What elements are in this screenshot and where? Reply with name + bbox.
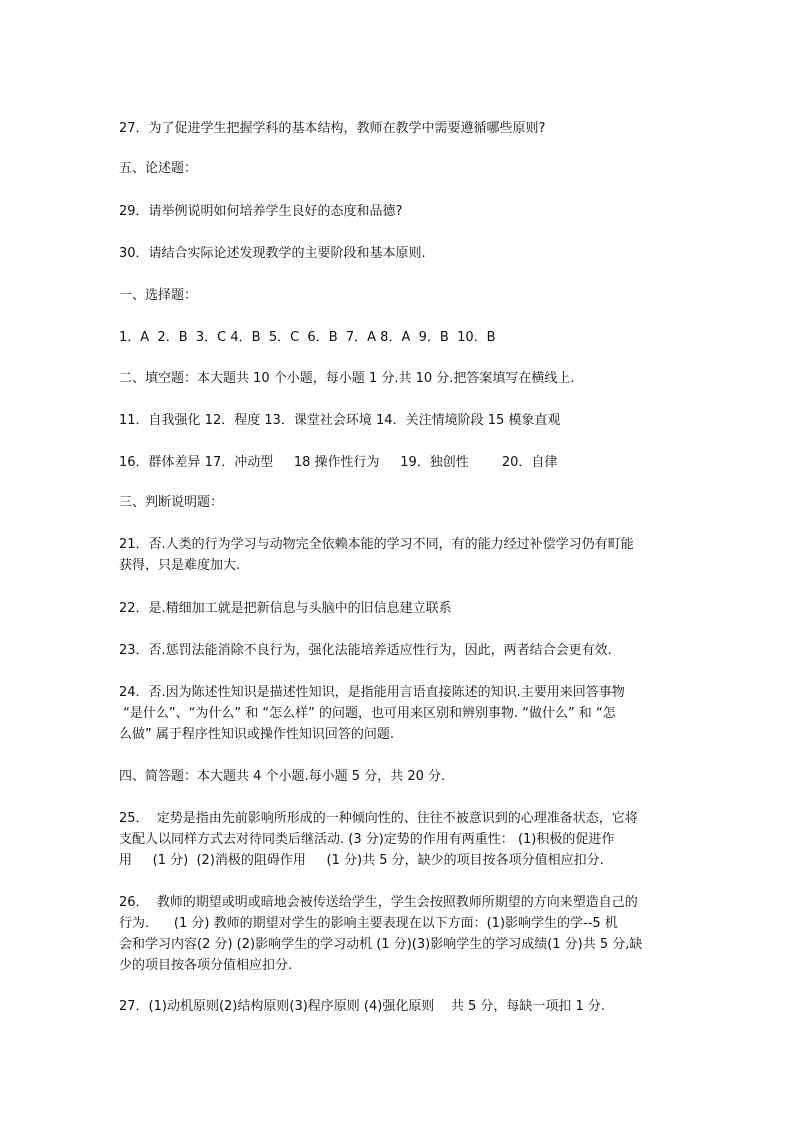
paragraph (119, 452, 689, 473)
paragraph (119, 598, 689, 619)
text-line: 行为. (1 分) 教师的期望对学生的影响主要表现在以下方面：(1)影响学生的学--5 机 (119, 916, 618, 931)
text-line: 支配人以同样方式去对待同类后继活动. (3 分)定势的作用有两重性： (1)积极的促进作 (119, 832, 615, 847)
text-line: 一、选择题： (119, 288, 198, 303)
text-line: “是什么”、“为什么” 和 “怎么样” 的问题，也可用来区别和辨别事物. “做什么” 和 “怎 (119, 706, 616, 721)
paragraph (119, 410, 689, 431)
text-line: 么做” 属于程序性知识或操作性知识回答的问题. (119, 727, 394, 742)
paragraph (119, 682, 689, 745)
text-line: 26． 教师的期望或明或暗地会被传送给学生，学生会按照教师所期望的方向来塑造自己的 (119, 895, 638, 910)
text-line: 30．请结合实际论述发现教学的主要阶段和基本原则. (119, 246, 426, 261)
paragraph (119, 201, 689, 222)
text-line: 1．A 2．B 3．C 4．B 5．C 6．B 7．A 8．A 9．B 10．B (119, 330, 496, 345)
paragraph (119, 996, 689, 1017)
text-line: 四、简答题：本大题共 4 个小题.每小题 5 分，共 20 分. (119, 769, 446, 784)
text-line: 29．请举例说明如何培养学生良好的态度和品德? (119, 204, 403, 219)
text-line: 25． 定势是指由先前影响所形成的一种倾向性的、往往不被意识到的心理准备状态，它将 (119, 811, 638, 826)
text-line: 获得，只是难度加大. (119, 558, 241, 573)
text-line: 27．为了促进学生把握学科的基本结构，教师在教学中需要遵循哪些原则? (119, 121, 546, 136)
paragraph (119, 534, 689, 576)
text-line: 三、判断说明题： (119, 495, 224, 510)
text-line: 会和学习内容(2 分) (2)影响学生的学习动机 (1 分)(3)影响学生的学习成绩(1 分)共 5 分,缺 (119, 937, 643, 952)
paragraph (119, 285, 689, 306)
paragraph (119, 640, 689, 661)
text-line: 少的项目按各项分值相应扣分. (119, 958, 293, 973)
paragraph (119, 492, 689, 513)
paragraph (119, 158, 689, 179)
text-line: 五、论述题： (119, 161, 198, 176)
paragraph (119, 808, 689, 871)
paragraph (119, 892, 689, 976)
paragraph (119, 118, 689, 139)
text-line: 21．否.人类的行为学习与动物完全依赖本能的学习不同，有的能力经过补偿学习仍有町能 (119, 537, 634, 552)
text-line: 用 (1 分) (2)消极的阻碍作用 (1 分)共 5 分，缺少的项目按各项分值相应扣分. (119, 853, 604, 868)
text-line: 16．群体差异 17．冲动型 18 操作性行为 19．独创性 20．自律 (119, 455, 558, 470)
paragraph (119, 368, 689, 389)
paragraph (119, 327, 689, 348)
text-line: 11．自我强化 12．程度 13．课堂社会环境 14．关注情境阶段 15 模象直观 (119, 413, 561, 428)
text-line: 23．否.惩罚法能消除不良行为，强化法能培养适应性行为，因此，两者结合会更有效. (119, 643, 612, 658)
text-line: 24．否.因为陈述性知识是描述性知识，是指能用言语直接陈述的知识.主要用来回答事物 (119, 685, 625, 700)
text-line: 二、填空题：本大题共 10 个小题，每小题 1 分.共 10 分.把答案填写在横线上. (119, 371, 575, 386)
text-line: 22．是.精细加工就是把新信息与头脑中的旧信息建立联系 (119, 601, 452, 616)
text-line: 27．(1)动机原则(2)结构原则(3)程序原则 (4)强化原则 共 5 分，每缺一项扣 1 分. (119, 999, 606, 1014)
paragraph (119, 243, 689, 264)
paragraph (119, 766, 689, 787)
